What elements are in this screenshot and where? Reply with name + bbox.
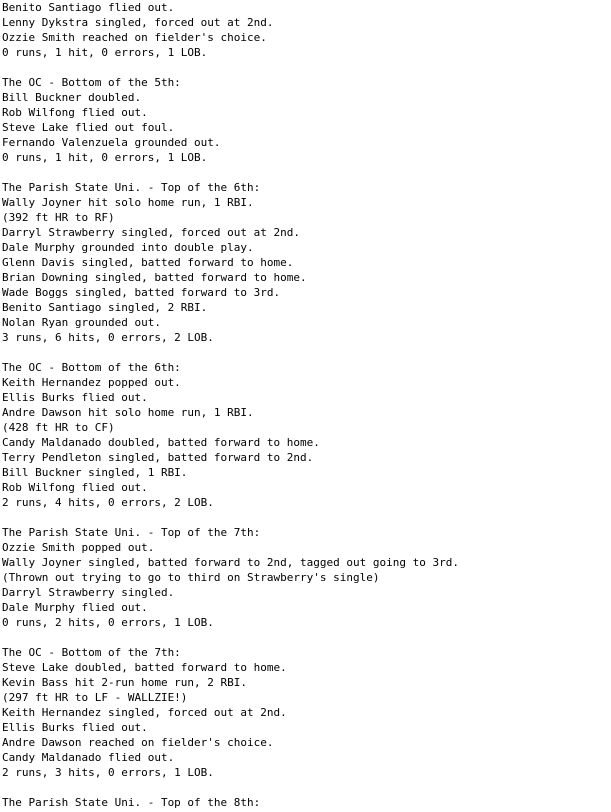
- inning-header: The OC - Bottom of the 5th:: [2, 76, 181, 89]
- inning-header: The OC - Bottom of the 7th:: [2, 646, 181, 659]
- play-line: Wally Joyner singled, batted forward to 2nd, tagged out going to 3rd.: [2, 556, 459, 569]
- play-line: Nolan Ryan grounded out.: [2, 316, 161, 329]
- play-line: Ellis Burks flied out.: [2, 391, 148, 404]
- play-line: Keith Hernandez singled, forced out at 2nd.: [2, 706, 287, 719]
- play-line: Darryl Strawberry singled, forced out at 2nd.: [2, 226, 301, 239]
- play-line: Dale Murphy grounded into double play.: [2, 241, 254, 254]
- play-line: Andre Dawson reached on fielder's choice.: [2, 736, 274, 749]
- play-line: Dale Murphy flied out.: [2, 601, 148, 614]
- play-line: Steve Lake flied out foul.: [2, 121, 175, 134]
- play-line: Terry Pendleton singled, batted forward to 2nd.: [2, 451, 314, 464]
- play-line: Fernando Valenzuela grounded out.: [2, 136, 221, 149]
- blank-line: [2, 510, 459, 525]
- play-line: Ellis Burks flied out.: [2, 721, 148, 734]
- inning-header: The OC - Bottom of the 6th:: [2, 361, 181, 374]
- blank-line: [2, 345, 459, 360]
- play-line: Candy Maldanado flied out.: [2, 751, 175, 764]
- inning-summary: 2 runs, 4 hits, 0 errors, 2 LOB.: [2, 496, 214, 509]
- play-line: Wade Boggs singled, batted forward to 3rd.: [2, 286, 281, 299]
- inning-header: The Parish State Uni. - Top of the 7th:: [2, 526, 261, 539]
- play-line: Benito Santiago flied out.: [2, 1, 175, 14]
- play-line: Rob Wilfong flied out.: [2, 106, 148, 119]
- play-line: Lenny Dykstra singled, forced out at 2nd.: [2, 16, 274, 29]
- blank-line: [2, 60, 459, 75]
- play-line: Wally Joyner hit solo home run, 1 RBI.: [2, 196, 254, 209]
- play-by-play-log: [2, 0, 459, 810]
- play-line: Benito Santiago singled, 2 RBI.: [2, 301, 208, 314]
- inning-header: The Parish State Uni. - Top of the 8th:: [2, 796, 261, 809]
- play-note: (Thrown out trying to go to third on Strawberry's single): [2, 571, 380, 584]
- blank-line: [2, 630, 459, 645]
- play-note: (392 ft HR to RF): [2, 211, 115, 224]
- play-line: Andre Dawson hit solo home run, 1 RBI.: [2, 406, 254, 419]
- inning-summary: 0 runs, 1 hit, 0 errors, 1 LOB.: [2, 46, 208, 59]
- inning-summary: 2 runs, 3 hits, 0 errors, 1 LOB.: [2, 766, 214, 779]
- play-line: Steve Lake doubled, batted forward to home.: [2, 661, 287, 674]
- inning-header: The Parish State Uni. - Top of the 6th:: [2, 181, 261, 194]
- play-line: Glenn Davis singled, batted forward to home.: [2, 256, 294, 269]
- blank-line: [2, 780, 459, 795]
- play-note: (297 ft HR to LF - WALLZIE!): [2, 691, 188, 704]
- play-line: Ozzie Smith reached on fielder's choice.: [2, 31, 267, 44]
- inning-summary: 3 runs, 6 hits, 0 errors, 2 LOB.: [2, 331, 214, 344]
- play-line: Rob Wilfong flied out.: [2, 481, 148, 494]
- play-line: Bill Buckner singled, 1 RBI.: [2, 466, 188, 479]
- play-note: (428 ft HR to CF): [2, 421, 115, 434]
- play-line: Candy Maldanado doubled, batted forward to home.: [2, 436, 320, 449]
- play-line: Brian Downing singled, batted forward to home.: [2, 271, 307, 284]
- play-line: Ozzie Smith popped out.: [2, 541, 155, 554]
- play-line: Keith Hernandez popped out.: [2, 376, 181, 389]
- play-line: Kevin Bass hit 2-run home run, 2 RBI.: [2, 676, 248, 689]
- inning-summary: 0 runs, 2 hits, 0 errors, 1 LOB.: [2, 616, 214, 629]
- blank-line: [2, 165, 459, 180]
- inning-summary: 0 runs, 1 hit, 0 errors, 1 LOB.: [2, 151, 208, 164]
- play-line: Bill Buckner doubled.: [2, 91, 142, 104]
- play-line: Darryl Strawberry singled.: [2, 586, 175, 599]
